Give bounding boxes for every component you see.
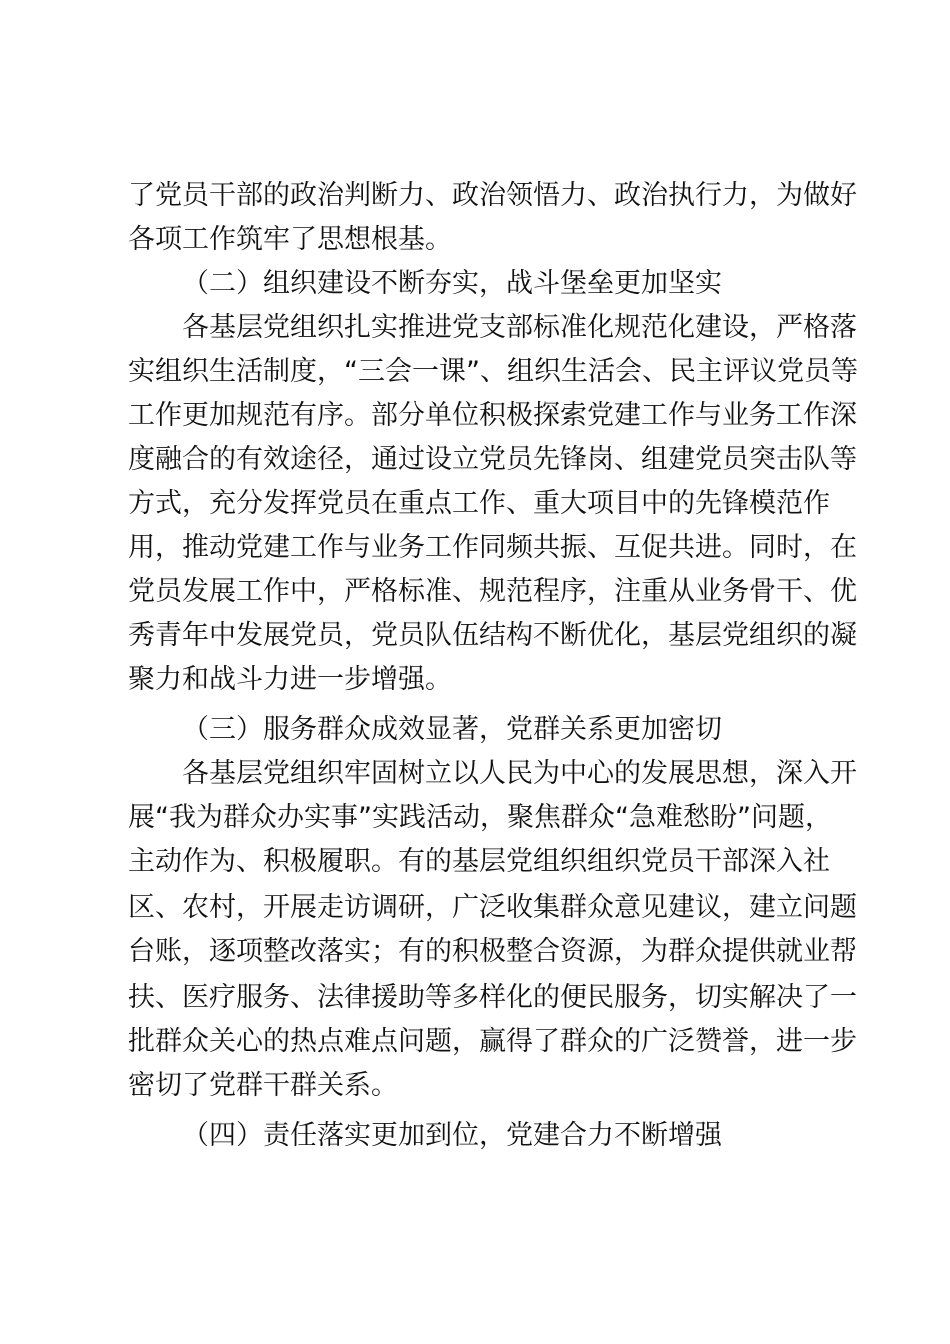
body-text-line: 方式，充分发挥党员在重点工作、重大项目中的先锋模范作 [128, 488, 830, 519]
body-text-line: 扶、医疗服务、法律援助等多样化的便民服务，切实解决了一 [128, 982, 857, 1013]
body-text-line: 展“我为群众办实事”实践活动，聚焦群众“急难愁盼”问题， [128, 802, 832, 833]
section-heading-4: （四）责任落实更加到位，党建合力不断增强 [182, 1120, 722, 1151]
body-text-line: 工作更加规范有序。部分单位积极探索党建工作与业务工作深 [128, 400, 857, 431]
body-text-line: 区、农村，开展走访调研，广泛收集群众意见建议，建立问题 [128, 892, 857, 923]
section-heading-3: （三）服务群众成效显著，党群关系更加密切 [182, 714, 722, 745]
body-text-line: 用，推动党建工作与业务工作同频共振、互促共进。同时，在 [128, 532, 857, 563]
body-text-line: 台账，逐项整改落实；有的积极整合资源，为群众提供就业帮 [128, 936, 857, 967]
body-text-line: 度融合的有效途径，通过设立党员先锋岗、组建党员突击队等 [128, 444, 857, 475]
paragraph-first-line: 各基层党组织扎实推进党支部标准化规范化建设，严格落 [182, 312, 857, 343]
body-text-line: 党员发展工作中，严格标准、规范程序，注重从业务骨干、优 [128, 576, 857, 607]
body-text-line: 主动作为、积极履职。有的基层党组织组织党员干部深入社 [128, 846, 830, 877]
paragraph-first-line: 各基层党组织牢固树立以人民为中心的发展思想，深入开 [182, 758, 857, 789]
section-heading-2: （二）组织建设不断夯实，战斗堡垒更加坚实 [182, 268, 722, 299]
body-text-line: 实组织生活制度，“三会一课”、组织生活会、民主评议党员等 [128, 356, 858, 387]
body-text-line: 秀青年中发展党员，党员队伍结构不断优化，基层党组织的凝 [128, 620, 857, 651]
body-text-line: 聚力和战斗力进一步增强。 [128, 664, 452, 695]
body-text-line: 了党员干部的政治判断力、政治领悟力、政治执行力，为做好 [128, 180, 857, 211]
body-text-line: 密切了党群干群关系。 [128, 1070, 398, 1101]
body-text-line: 批群众关心的热点难点问题，赢得了群众的广泛赞誉，进一步 [128, 1026, 857, 1057]
body-text-line: 各项工作筑牢了思想根基。 [128, 224, 452, 255]
